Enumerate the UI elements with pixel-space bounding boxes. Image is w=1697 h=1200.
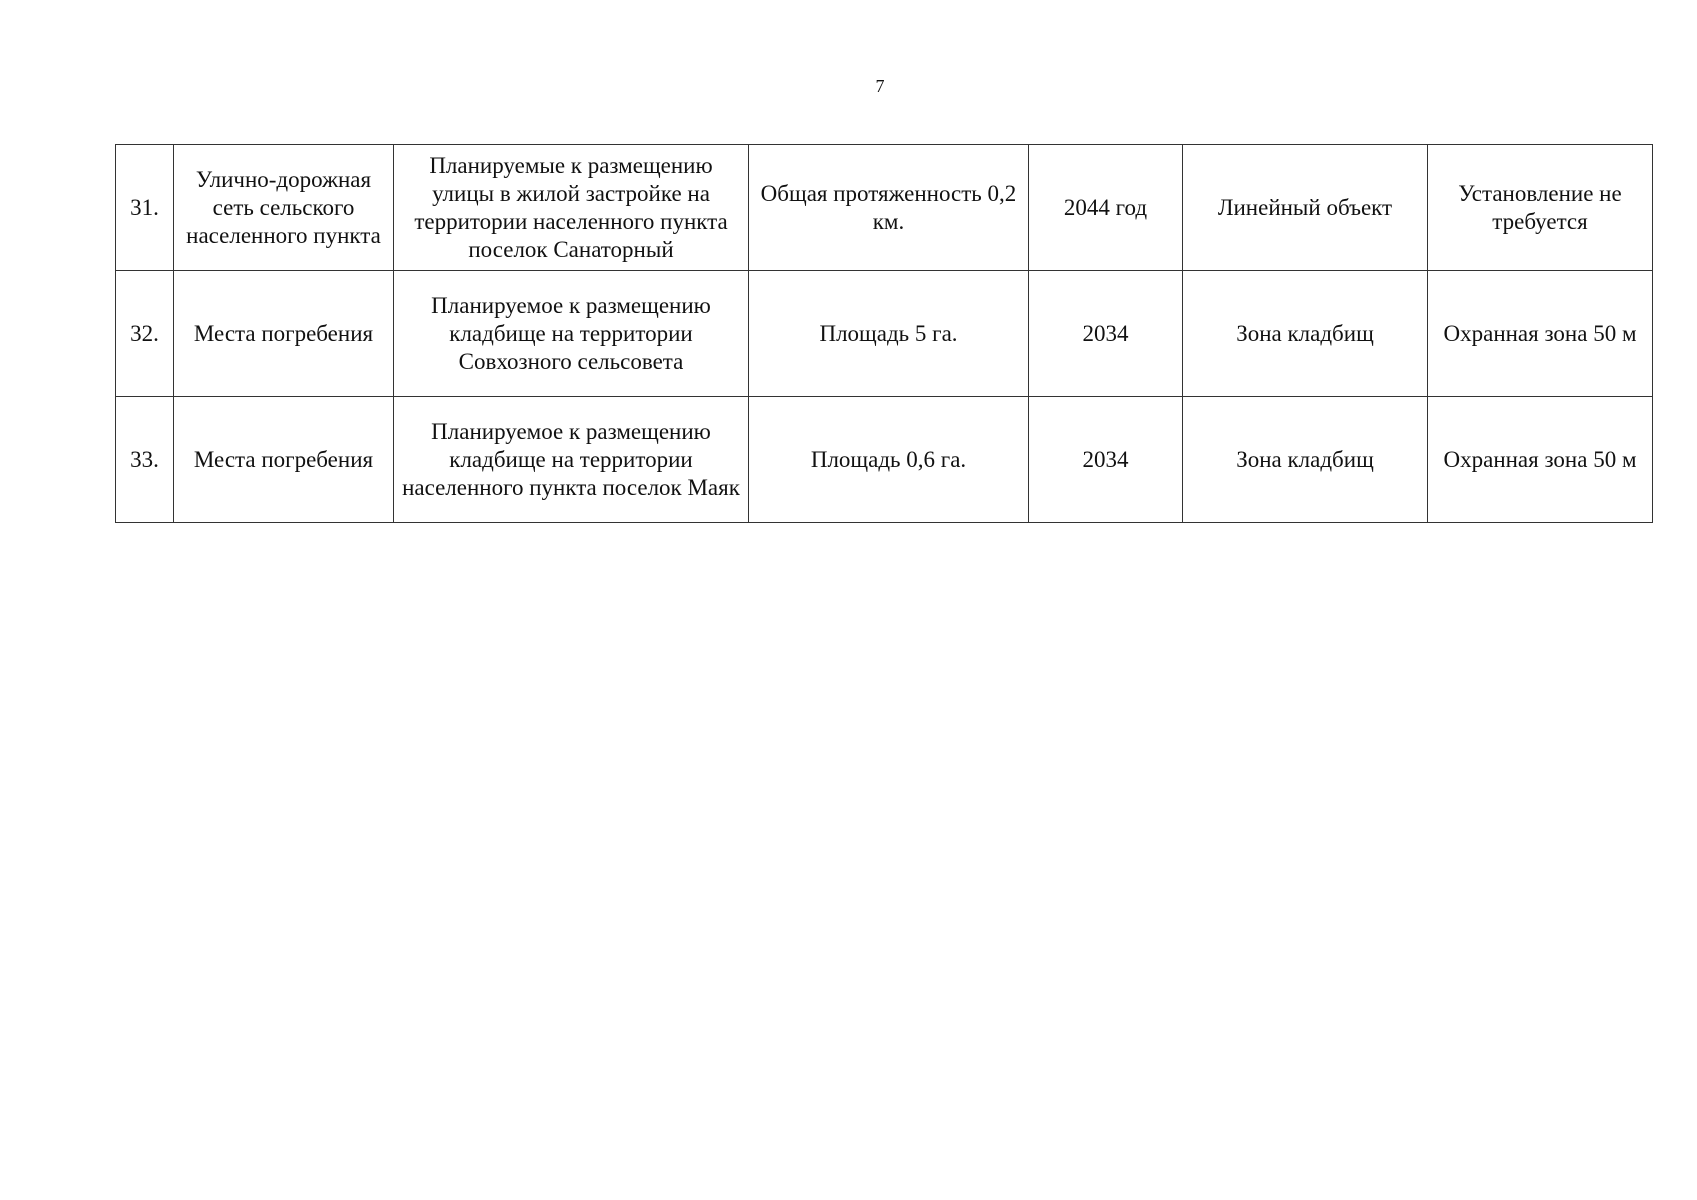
object-category: Места погребения [174, 397, 394, 523]
object-characteristics: Общая протяженность 0,2 км. [749, 145, 1029, 271]
table-row [116, 145, 1653, 271]
table-row [116, 397, 1653, 523]
object-category: Улично-дорожная сеть сельского населенного пункта [174, 145, 394, 271]
object-restriction: Охранная зона 50 м [1428, 397, 1653, 523]
object-zone: Линейный объект [1183, 145, 1428, 271]
object-term: 2044 год [1029, 145, 1183, 271]
object-restriction: Охранная зона 50 м [1428, 271, 1653, 397]
table-row [116, 271, 1653, 397]
object-term: 2034 [1029, 271, 1183, 397]
object-description: Планируемое к размещению кладбище на территории Совхозного сельсовета [394, 271, 749, 397]
object-term: 2034 [1029, 397, 1183, 523]
object-characteristics: Площадь 5 га. [749, 271, 1029, 397]
object-description: Планируемые к размещению улицы в жилой застройке на территории населенного пункта поселок Санаторный [394, 145, 749, 271]
object-description: Планируемое к размещению кладбище на территории населенного пункта поселок Маяк [394, 397, 749, 523]
row-number: 31. [116, 145, 174, 271]
objects-table [115, 144, 1653, 523]
object-restriction: Установление не требуется [1428, 145, 1653, 271]
row-number: 33. [116, 397, 174, 523]
object-zone: Зона кладбищ [1183, 271, 1428, 397]
object-zone: Зона кладбищ [1183, 397, 1428, 523]
object-category: Места погребения [174, 271, 394, 397]
object-characteristics: Площадь 0,6 га. [749, 397, 1029, 523]
page-number: 7 [875, 76, 885, 96]
row-number: 32. [116, 271, 174, 397]
